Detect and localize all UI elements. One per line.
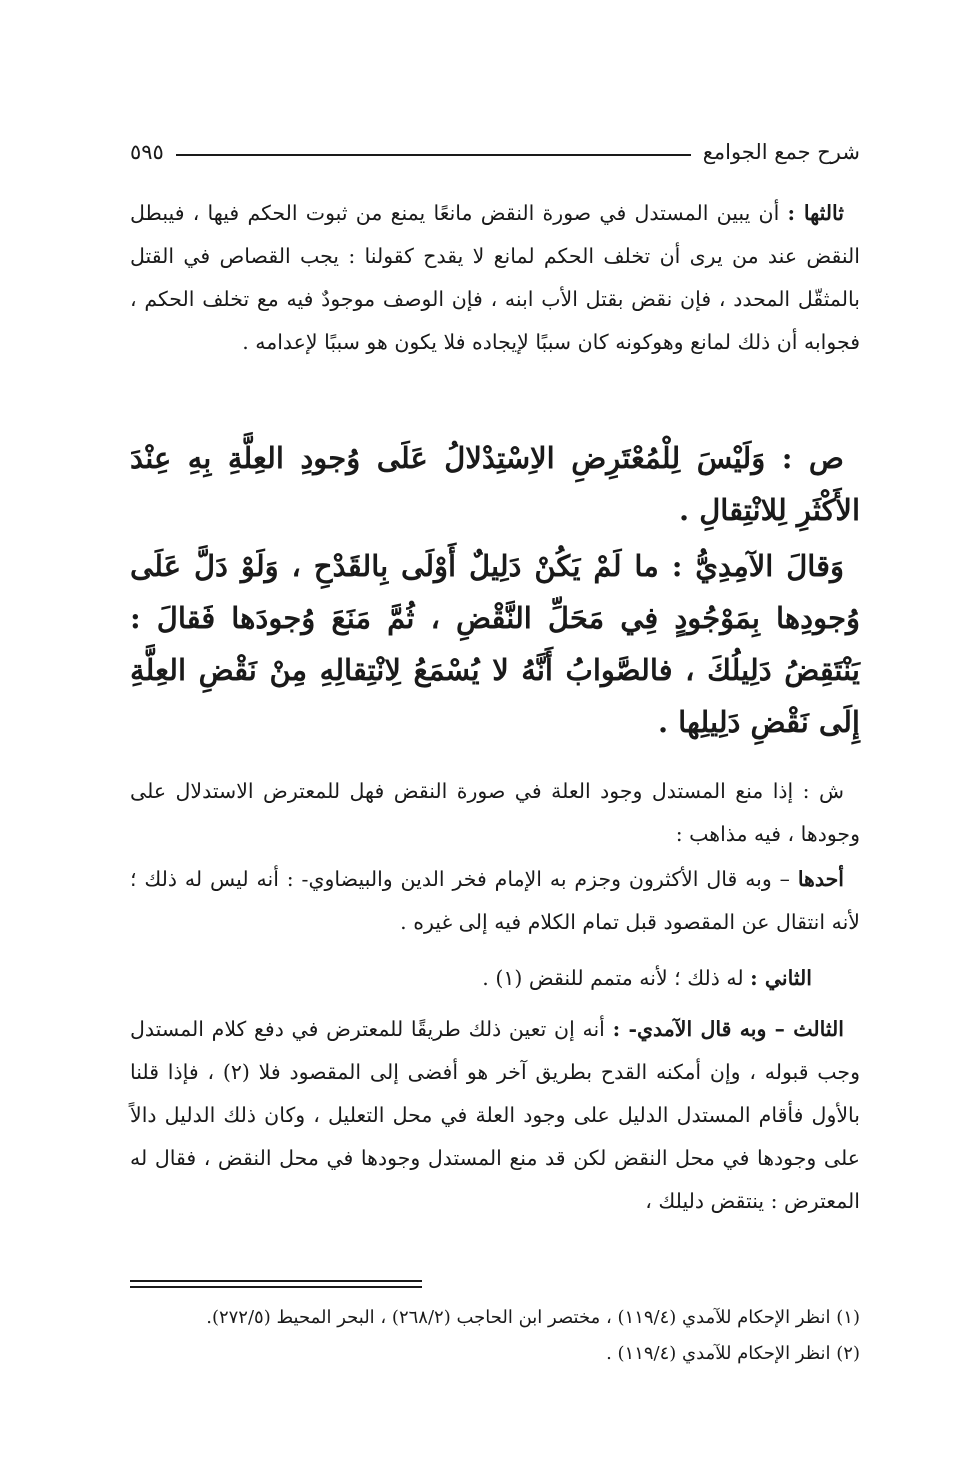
- commentary-paragraph: [130, 192, 860, 364]
- commentary-paragraph: [130, 957, 860, 1000]
- footnotes: [130, 1300, 860, 1372]
- paragraph-text: أنه إن تعين ذلك طريقًا للمعترض في دفع كلام المستدل وجب قبوله ، وإن أمكنه القدح بطريق آخر هو أفضى إلى المقصود فلا (٢) ، فإذا قلنا بالأول فأقام المستدل الدليل على وجود العلة في محل التعليل ، وكان ذلك الدليل دالاً على وجودها في محل النقض لكن قد منع المستدل وجودها في محل النقض ، فقال له المعترض : ينتقض دليلك ،: [130, 1017, 861, 1213]
- footnote: (١) انظر الإحكام للآمدي (١١٩/٤) ، مختصر ابن الحاجب (٢٦٨/٢) ، البحر المحيط (٢٧٢/٥).: [206, 1307, 860, 1328]
- paragraph-text: أن يبين المستدل في صورة النقض مانعًا يمنع من ثبوت الحكم فيها ، فيبطل النقض عند من يرى أن تخلف الحكم لمانع لا يقدح كقولنا : يجب القصاص في القتل بالمثقّل المحدد ، فإن نقض بقتل الأب ابنه ، فإن الوصف موجودٌ فيه مع تخلف الحكم ، فجوابه أن ذلك لمانع وهوكونه كان سببًا لإيجاده فلا يكون هو سببًا لإعدامه .: [130, 201, 860, 354]
- footnote: (٢) انظر الإحكام للآمدي (١١٩/٤) .: [606, 1343, 860, 1364]
- paragraph-lead: أحدها: [797, 867, 844, 891]
- matn-text: ص : وَلَيْسَ لِلْمُعْتَرِضِ الاِسْتِدْلالُ عَلَى وُجودِ العِلَّةِ بِهِ عِنْدَ الأَكْثَرِ لِلانْتِقالِ .: [130, 441, 860, 527]
- commentary-paragraph: ش : إذا منع المستدل وجود العلة في صورة النقض فهل للمعترض الاستدلال على وجودها ، فيه مذاهب :: [130, 779, 860, 846]
- opinion-second: [130, 957, 860, 1000]
- matn-block-2: [130, 540, 860, 748]
- matn-block-1: [130, 432, 860, 536]
- commentary-paragraph: [130, 858, 860, 944]
- matn-text: وَقالَ الآمِدِيُّ : ما لَمْ يَكُنْ دَلِيلٌ أَوْلَى بِالقَدْحِ ، وَلَوْ دَلَّ عَلَى وُجودِها بِمَوْجُودٍ فِي مَحَلِّ النَّقْضِ ، ثُمَّ مَنَعَ وُجودَها فَقالَ : يَنْتَقِضُ دَلِيلُكَ ، فالصَّوابُ أَنَّهُ لا يُسْمَعُ لِانْتِقالِهِ مِنْ نَقْضِ العِلَّةِ إِلَى نَقْضِ دَلِيلِها .: [130, 549, 860, 739]
- paragraph-lead: ثالثها :: [787, 201, 844, 225]
- paragraph-third-view: [130, 192, 860, 364]
- opinion-first: [130, 858, 860, 944]
- footnote-separator: [130, 1280, 422, 1288]
- sharh-intro: [130, 770, 860, 856]
- header-rule: [176, 154, 691, 156]
- paragraph-text: – وبه قال الأكثرون وجزم به الإمام فخر الدين والبيضاوي- : أنه ليس له ذلك ؛ لأنه انتقال عن المقصود قبل تمام الكلام فيه إلى غيره .: [130, 867, 860, 934]
- page-number: ٥٩٥: [130, 140, 164, 164]
- document-page: [130, 0, 860, 1474]
- running-header: [130, 132, 860, 172]
- opinion-third: [130, 1008, 860, 1223]
- paragraph-lead: الثالث – وبه قال الآمدي- :: [612, 1017, 844, 1041]
- commentary-paragraph: [130, 1008, 860, 1223]
- paragraph-lead: الثاني :: [750, 966, 812, 990]
- paragraph-text: له ذلك ؛ لأنه متمم للنقض (١) .: [482, 966, 751, 990]
- running-title: شرح جمع الجوامع: [702, 140, 860, 164]
